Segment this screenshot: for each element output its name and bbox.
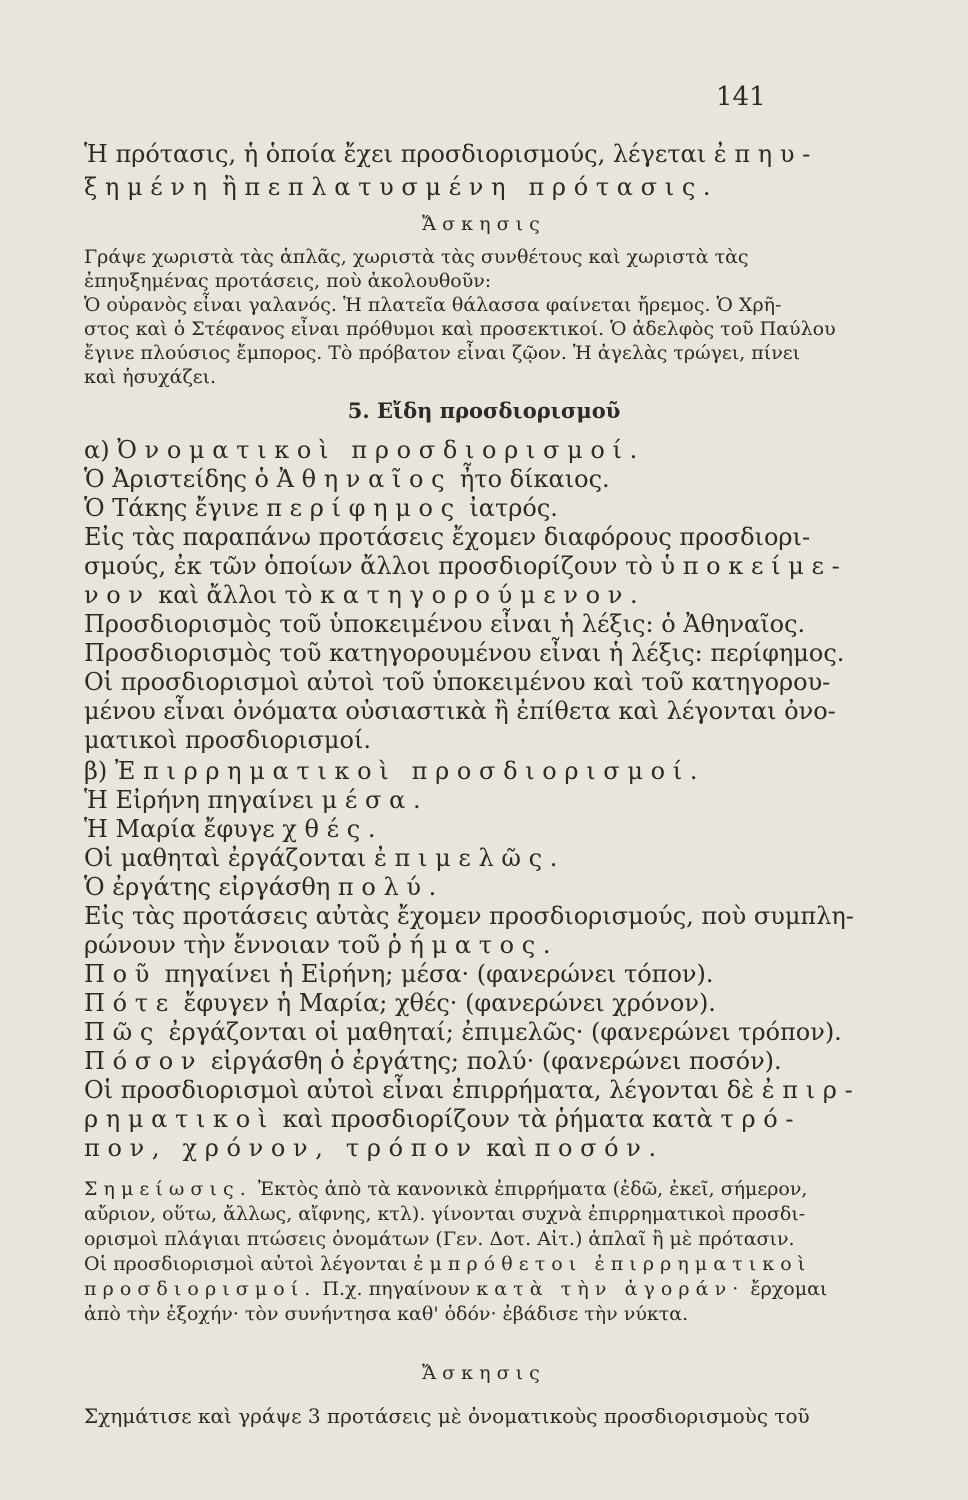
spaced-emphasis: Ἀθηναῖος (276, 465, 453, 493)
text-run: ἰατρός. (461, 494, 558, 522)
text-run: Προσδιορισμὸς τοῦ κατηγορουμένου εἶναι ἡ λέξις: περίφημος. (84, 639, 845, 667)
spaced-emphasis: πεπλατυσμένη πρότασις. (244, 173, 719, 201)
exercise-title-1: Ἄσκησις (422, 213, 546, 235)
text-run: αὔριον, οὕτω, ἄλλως, αἴφνης, κτλ). γίνονται συχνὰ ἐπιρρηματικοὶ προσδι- (84, 1203, 806, 1225)
spaced-emphasis: πολύ. (337, 873, 444, 901)
spaced-emphasis: τρό- (720, 1105, 802, 1133)
spaced-emphasis: ρηματικοὶ (84, 1105, 275, 1133)
section-b-line (84, 873, 444, 901)
exercise-1-line: Γράψε χωριστὰ τὰς ἁπλᾶς, χωριστὰ τὰς συνθέτους καὶ χωριστὰ τὰς (84, 246, 749, 268)
spaced-emphasis: ἐπηυ- (713, 140, 818, 168)
text-run: ματικοὶ προσδιορισμοί. (84, 726, 371, 754)
exercise-1-line: στος καὶ ὁ Στέφανος εἶναι πρόθυμοι καὶ προσεκτικοί. Ὁ ἀδελφὸς τοῦ Παύλου (84, 318, 836, 340)
text-run: ἐργάζονται οἱ μαθηταί; ἐπιμελῶς· (φανερώνει τρόπον). (160, 1018, 842, 1046)
spaced-emphasis: Ὀνοματικοὶ προσδιορισμοί. (117, 436, 645, 464)
text-run: Οἱ προσδιορισμοὶ αὐτοὶ εἶναι ἐπιρρήματα, λέγονται δὲ (84, 1076, 762, 1104)
text-run: Οἱ προσδιορισμοὶ αὐτοὶ λέγονται (84, 1253, 414, 1275)
section-b-line (84, 1047, 782, 1075)
text-run: Εἰς τὰς παραπάνω προτάσεις ἔχομεν διαφόρους προσδιορι- (84, 523, 811, 551)
note-line (84, 1278, 827, 1300)
spaced-emphasis: χθές. (282, 815, 384, 843)
section-b-line (84, 844, 565, 872)
section-a-line (84, 610, 805, 638)
text-run: β) (84, 757, 115, 785)
text-run: Ἡ Μαρία ἔφυγε (84, 815, 283, 843)
spaced-emphasis: ποσόν. (534, 1134, 664, 1162)
section-b-line (84, 902, 854, 930)
text-run: ορισμοὶ πλάγιαι πτώσεις ὀνομάτων (Γεν. Δοτ. Αἰτ.) ἁπλαῖ ἢ μὲ πρότασιν. (84, 1228, 795, 1250)
exercise-1-line: Ὁ οὐρανὸς εἶναι γαλανός. Ἡ πλατεῖα θάλασσα φαίνεται ἤρεμος. Ὁ Χρῆ- (84, 294, 782, 316)
text-run: Ἡ πρότασις, ἡ ὁποία ἔχει προσδιορισμούς, λέγεται (84, 140, 714, 168)
exercise-1-line: ἐπηυξημένας προτάσεις, ποὺ ἀκολουθοῦν: (84, 270, 492, 292)
spaced-emphasis: Ἐπιρρηματικοὶ προσδιορισμοί. (114, 757, 706, 785)
text-run: πηγαίνει ἡ Εἰρήνη; μέσα· (φανερώνει τόπον). (157, 960, 714, 988)
text-run: Οἱ προσδιορισμοὶ αὐτοὶ τοῦ ὑποκειμένου καὶ τοῦ κατηγορου- (84, 668, 831, 696)
exercise-1-line: καὶ ἡσυχάζει. (84, 366, 217, 388)
spaced-emphasis: μέσα. (321, 786, 429, 814)
text-run: Ἡ Εἰρήνη πηγαίνει (84, 786, 322, 814)
section-b-line (84, 757, 705, 785)
spaced-emphasis: προσδιορισμοί. (84, 1278, 317, 1300)
text-run: Ὁ Ἀριστείδης ὁ (84, 465, 277, 493)
text-run: σμούς, ἐκ τῶν ὁποίων ἄλλοι προσδιορίζουν τὸ (84, 552, 661, 580)
text-run: Προσδιορισμὸς τοῦ ὑποκειμένου εἶναι ἡ λέξις: ὁ Ἀθηναῖος. (84, 610, 806, 638)
section-b-line (84, 815, 383, 843)
section-b-line (84, 960, 713, 988)
exercise-2-line: Σχημάτισε καὶ γράψε 3 προτάσεις μὲ ὀνοματικοὺς προσδιορισμοὺς τοῦ (84, 1404, 810, 1428)
text-run: ἔρχομαι (744, 1278, 828, 1300)
text-run: Ὁ Τάκης ἔγινε (84, 494, 267, 522)
section-a-line (84, 436, 645, 464)
text-run: Ὁ ἐργάτης εἰργάσθη (84, 873, 338, 901)
spaced-emphasis: Ποῦ (84, 960, 158, 988)
page-number: 141 (716, 82, 766, 112)
text-run: καὶ (478, 1134, 535, 1162)
text-run: ἀπὸ τὴν ἐξοχήν· τὸν συνήντησα καθ' ὁδόν· ἐβάδισε τὴν νύκτα. (84, 1303, 689, 1325)
section-b-line (84, 1076, 860, 1104)
section-a-line (84, 494, 558, 522)
spaced-emphasis: νον (84, 581, 151, 609)
spaced-emphasis: περίφημος (266, 494, 462, 522)
section-b-line (84, 786, 428, 814)
exercise-title-2: Ἄσκησις (422, 1362, 546, 1384)
text-run: Οἱ μαθηταὶ ἐργάζονται (84, 844, 374, 872)
text-run: Π.χ. πηγαίνουν (316, 1278, 477, 1300)
section-a-line (84, 523, 810, 551)
section-a-line (84, 552, 847, 580)
text-run: ρώνουν τὴν ἔννοιαν τοῦ (84, 931, 388, 959)
text-run: ἢ (214, 173, 245, 201)
note-line (84, 1303, 688, 1325)
text-run: Ἐκτὸς ἀπὸ τὰ κανονικὰ ἐπιρρήματα (ἐδῶ, ἐκεῖ, σήμερον, (251, 1178, 808, 1200)
text-run: Εἰς τὰς προτάσεις αὐτὰς ἔχομεν προσδιορισμούς, ποὺ συμπλη- (84, 902, 854, 930)
spaced-emphasis: Σημείωσις. (84, 1178, 252, 1200)
section-a-line (84, 668, 830, 696)
text-run: καὶ προσδιορίζουν τὰ ῥήματα κατὰ (274, 1105, 721, 1133)
spaced-emphasis: ξημένη (84, 173, 215, 201)
note-line (84, 1253, 811, 1275)
section-b-line (84, 1134, 664, 1162)
section-a-line (84, 726, 371, 754)
text-run: ἔφυγεν ἡ Μαρία; χθές· (φανερώνει χρόνον). (175, 989, 716, 1017)
spaced-emphasis: κατὰ τὴν ἀγοράν· (476, 1278, 745, 1300)
note-line (84, 1203, 805, 1225)
spaced-emphasis: Πότε (84, 989, 176, 1017)
text-run: καὶ ἄλλοι τὸ (150, 581, 321, 609)
spaced-emphasis: Πόσον (84, 1047, 204, 1075)
section-b-line (84, 989, 716, 1017)
spaced-emphasis: ἐμπρόθετοι ἐπιρρηματικοὶ (413, 1253, 812, 1275)
spaced-emphasis: Πῶς (84, 1018, 161, 1046)
note-line (84, 1178, 807, 1200)
spaced-emphasis: κατηγορούμενον. (320, 581, 646, 609)
spaced-emphasis: ἐπιρ- (761, 1076, 861, 1104)
intro-line-1 (84, 140, 818, 168)
text-run: εἰργάσθη ὁ ἐργάτης; πολύ· (φανερώνει ποσόν). (203, 1047, 782, 1075)
section-title: 5. Εἴδη προσδιορισμοῦ (347, 398, 621, 423)
text-run: α) (84, 436, 118, 464)
section-b-line (84, 1018, 842, 1046)
section-a-line (84, 639, 844, 667)
section-a-line (84, 697, 836, 725)
note-line (84, 1228, 795, 1250)
intro-line-2 (84, 173, 718, 201)
spaced-emphasis: πον, χρόνον, τρόπον (84, 1134, 479, 1162)
section-a-line (84, 465, 610, 493)
exercise-1-line: ἔγινε πλούσιος ἔμπορος. Τὸ πρόβατον εἶναι ζῷον. Ἡ ἀγελὰς τρώγει, πίνει (84, 342, 801, 364)
text-run: μένου εἶναι ὀνόματα οὐσιαστικὰ ἢ ἐπίθετα καὶ λέγονται ὀνο- (84, 697, 836, 725)
spaced-emphasis: ῥήματος. (387, 931, 559, 959)
spaced-emphasis: ἐπιμελῶς. (373, 844, 566, 872)
text-run: ἦτο δίκαιος. (452, 465, 610, 493)
spaced-emphasis: ὑποκείμε- (660, 552, 848, 580)
section-b-line (84, 931, 558, 959)
section-a-line (84, 581, 645, 609)
section-b-line (84, 1105, 801, 1133)
